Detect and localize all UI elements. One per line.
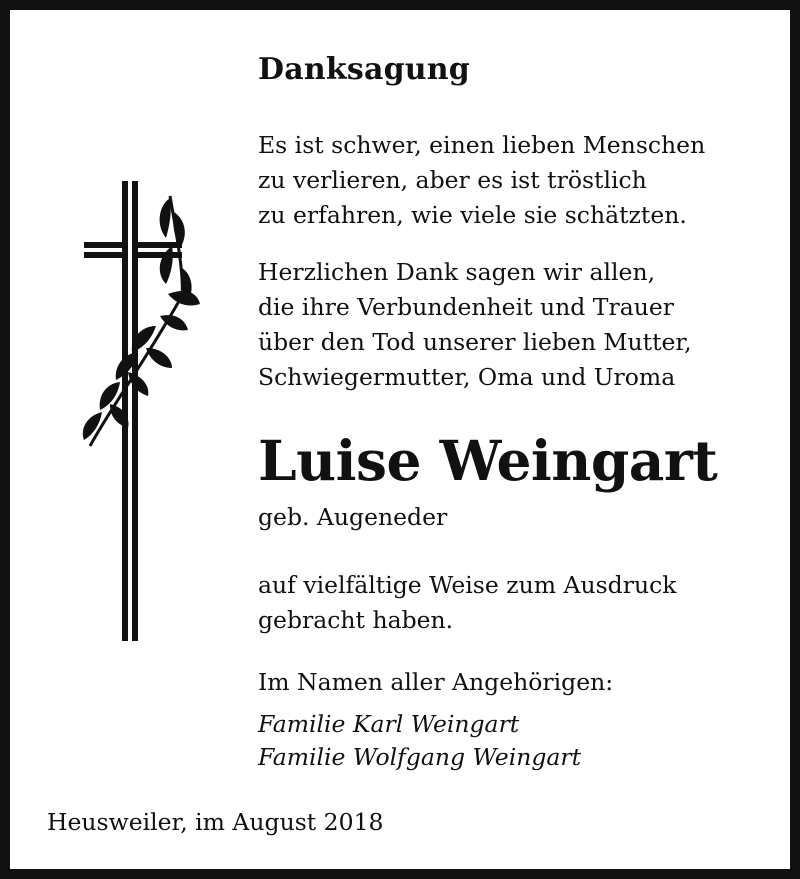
text-line: zu verlieren, aber es ist tröstlich: [258, 166, 647, 194]
on-behalf-line: [258, 665, 613, 700]
maiden-name: [258, 500, 447, 535]
text-line: Schwiegermutter, Oma und Uroma: [258, 363, 676, 391]
paragraph-thanks: [258, 255, 692, 395]
text-line: auf vielfältige Weise zum Ausdruck: [258, 571, 677, 599]
signatures: [258, 708, 581, 774]
text-line: Es ist schwer, einen lieben Menschen: [258, 131, 706, 159]
text-line: Herzlichen Dank sagen wir allen,: [258, 258, 656, 286]
text-line: Im Namen aller Angehörigen:: [258, 668, 614, 696]
text-line: über den Tod unserer lieben Mutter,: [258, 328, 692, 356]
cross-with-palm-branch-icon: [72, 176, 202, 646]
text-line: die ihre Verbundenheit und Trauer: [258, 293, 675, 321]
signature-line: Familie Karl Weingart: [258, 710, 520, 738]
place-date: Heusweiler, im August 2018: [47, 808, 384, 836]
signature-line: Familie Wolfgang Weingart: [258, 743, 582, 771]
deceased-name: Luise Weingart: [258, 428, 718, 493]
paragraph-intro: [258, 128, 705, 233]
text-line: geb. Augeneder: [258, 503, 448, 531]
text-line: zu erfahren, wie viele sie schätzten.: [258, 201, 687, 229]
heading: Danksagung: [258, 52, 470, 87]
paragraph-expression: [258, 568, 676, 638]
text-line: gebracht haben.: [258, 606, 454, 634]
